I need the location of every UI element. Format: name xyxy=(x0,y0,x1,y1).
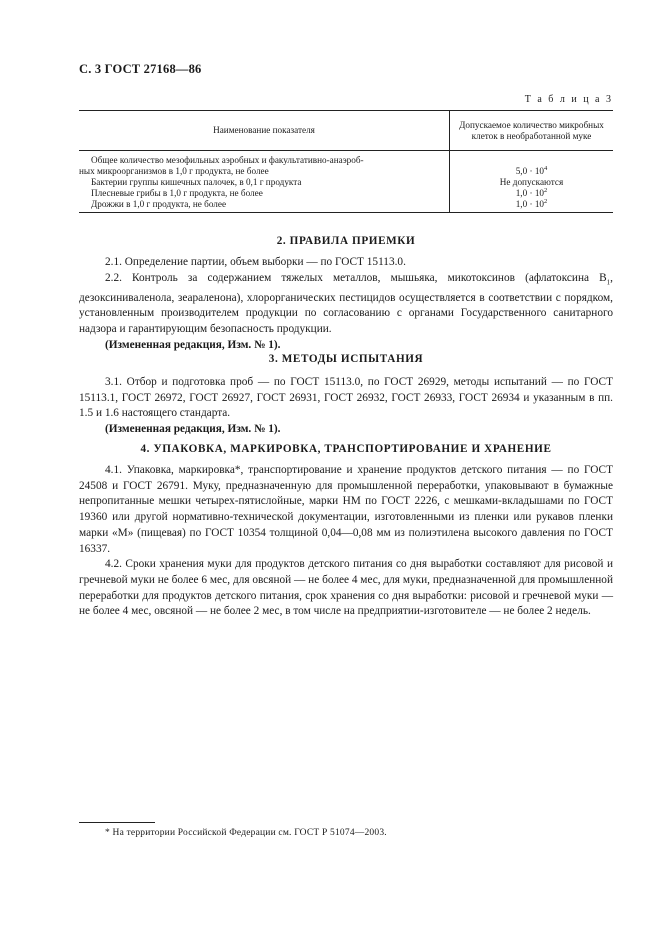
footnote: * На территории Российской Федерации см. ГОСТ Р 51074—2003. xyxy=(105,828,387,838)
col-header-allowed-count: Допускаемое количество микробных клеток в необработанной муке xyxy=(450,111,614,151)
col-header-indicator: Наименование показателя xyxy=(79,111,450,151)
page-header: С. 3 ГОСТ 27168—86 xyxy=(79,62,202,76)
table-row: Дрожжи в 1,0 г продукта, не более $1,0 \cdot 10^2$ xyxy=(79,199,613,213)
footnote-divider xyxy=(79,822,155,823)
table-caption: Т а б л и ц а 3 xyxy=(524,94,613,105)
section-2-body: 2.1. Определение партии, объем выборки — по ГОСТ 15113.0. 2.2. Контроль за содержанием тяжелых металлов, мышьяка, микотоксинов (афлатоксина $В_1$, дезоксиниваленола, зеараленона), хлорорганических пестицидов осуществляется в соответствии с порядком, установленным производителем продукции по согласованию с органами Государственного санитарного надзора и гарантирующим безопасность продукции. (Измененная редакция, Изм. № 1). xyxy=(79,256,613,351)
table-row: Бактерии группы кишечных палочек, в 0,1 г продукта Не допускаются xyxy=(79,177,613,188)
section-2-title: 2. ПРАВИЛА ПРИЕМКИ xyxy=(276,235,416,247)
table-row: Общее количество мезофильных аэробных и факультативно-анаэроб- ных микроорганизмов в 1,0 г продукта, не более $5,0 \cdot 10^4$ xyxy=(79,151,613,178)
section-3-body: 3.1. Отбор и подготовка проб — по ГОСТ 15113.0, по ГОСТ 26929, методы испытаний — по ГОСТ 15113.1, ГОСТ 26972, ГОСТ 26927, ГОСТ 26931, ГОСТ 26932, ГОСТ 26933, ГОСТ 26934 и указанным в пп. 1.5 и 1.6 настоящего стандарта. (Измененная редакция, Изм. № 1). xyxy=(79,376,613,436)
section-4-body: 4.1. Упаковка, маркировка*, транспортирование и хранение продуктов детского питания — по ГОСТ 24508 и ГОСТ 26791. Муку, предназначенную для промышленной переработки, упаковывают в бумажные непропитанные мешки четырех-пятислойные, марки НМ по ГОСТ 2226, с мешками-вкладышами по ГОСТ 19360 или другой нормативно-технической документации, изготовленными из пленки или рукавов пленки марки «М» (пищевая) по ГОСТ 10354 толщиной 0,04—0,08 мм из полиэтилена высокого давления по ГОСТ 16337. 4.2. Сроки хранения муки для продуктов детского питания со дня выработки составляют для рисовой и гречневой муки не более 6 мес, для овсяной — не более 4 мес, для муки, предназначенной для промышленной переработки для продуктов детского питания, срок хранения со дня выработки: рисовой и гречневой муки — не более 4 мес, овсяной — не более 2 мес, в том числе на предприятии-изготовителе — не более 2 недель. xyxy=(79,464,613,618)
table-3 xyxy=(79,110,613,213)
table-row: Плесневые грибы в 1,0 г продукта, не более $1,0 \cdot 10^2$ xyxy=(79,188,613,199)
section-3-title: 3. МЕТОДЫ ИСПЫТАНИЯ xyxy=(268,353,424,365)
section-4-title: 4. УПАКОВКА, МАРКИРОВКА, ТРАНСПОРТИРОВАНИЕ И ХРАНЕНИЕ xyxy=(140,443,552,455)
